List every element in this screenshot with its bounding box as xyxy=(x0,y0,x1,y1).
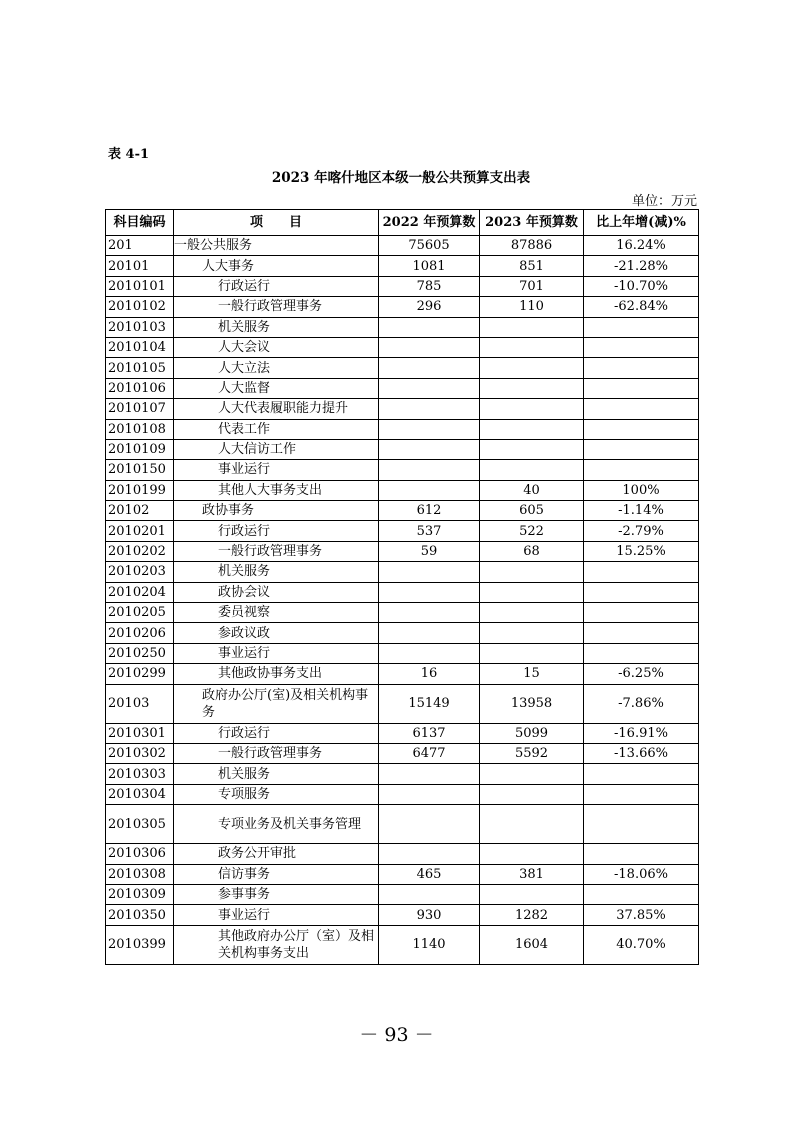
row-budget-2022: 537 xyxy=(379,521,480,541)
table-row xyxy=(106,884,699,904)
row-budget-2023: 605 xyxy=(480,501,584,521)
row-budget-2022: 59 xyxy=(379,541,480,561)
row-code: 2010101 xyxy=(106,276,174,296)
table-row xyxy=(106,743,699,763)
row-budget-2022 xyxy=(379,844,480,864)
table-row xyxy=(106,460,699,480)
row-budget-2023 xyxy=(480,378,584,398)
row-budget-2022: 1081 xyxy=(379,256,480,276)
row-item-name: 其他政协事务支出 xyxy=(174,664,379,684)
row-code: 20101 xyxy=(106,256,174,276)
row-change: -6.25% xyxy=(584,664,699,684)
row-item-name: 行政运行 xyxy=(174,723,379,743)
row-budget-2023: 1282 xyxy=(480,905,584,925)
row-budget-2023 xyxy=(480,460,584,480)
row-code: 2010301 xyxy=(106,723,174,743)
row-budget-2022 xyxy=(379,562,480,582)
header-budget-2022: 2022 年预算数 xyxy=(379,210,480,236)
row-code: 2010204 xyxy=(106,582,174,602)
row-change xyxy=(584,764,699,784)
row-change xyxy=(584,805,699,844)
table-row xyxy=(106,805,699,844)
row-item-name: 人大代表履职能力提升 xyxy=(174,399,379,419)
table-row xyxy=(106,905,699,925)
row-budget-2023 xyxy=(480,582,584,602)
table-row xyxy=(106,521,699,541)
row-budget-2022: 6137 xyxy=(379,723,480,743)
table-row xyxy=(106,623,699,643)
row-budget-2022 xyxy=(379,603,480,623)
row-budget-2022 xyxy=(379,582,480,602)
row-budget-2022 xyxy=(379,480,480,500)
row-item-name: 行政运行 xyxy=(174,276,379,296)
row-item-name: 参政议政 xyxy=(174,623,379,643)
document-title: 2023 年喀什地区本级一般公共预算支出表 xyxy=(271,170,531,186)
row-budget-2022: 785 xyxy=(379,276,480,296)
row-item-name: 政协会议 xyxy=(174,582,379,602)
row-budget-2022 xyxy=(379,805,480,844)
table-row xyxy=(106,603,699,623)
row-item-name: 政府办公厅(室)及相关机构事务 xyxy=(174,684,379,723)
row-code: 201 xyxy=(106,236,174,256)
row-budget-2023 xyxy=(480,439,584,459)
row-budget-2023 xyxy=(480,805,584,844)
row-budget-2023: 87886 xyxy=(480,236,584,256)
table-row xyxy=(106,582,699,602)
table-row xyxy=(106,844,699,864)
row-code: 2010309 xyxy=(106,884,174,904)
table-row xyxy=(106,541,699,561)
row-budget-2022 xyxy=(379,399,480,419)
row-item-name: 人大信访工作 xyxy=(174,439,379,459)
row-budget-2023 xyxy=(480,643,584,663)
row-budget-2023: 5099 xyxy=(480,723,584,743)
row-budget-2022 xyxy=(379,764,480,784)
row-code: 2010302 xyxy=(106,743,174,763)
table-row xyxy=(106,684,699,723)
row-change xyxy=(584,337,699,357)
row-change xyxy=(584,419,699,439)
row-change: 15.25% xyxy=(584,541,699,561)
row-item-name: 事业运行 xyxy=(174,460,379,480)
header-item: 项 目 xyxy=(174,210,379,236)
table-row xyxy=(106,439,699,459)
row-budget-2023: 40 xyxy=(480,480,584,500)
row-budget-2022 xyxy=(379,378,480,398)
row-item-name: 一般行政管理事务 xyxy=(174,297,379,317)
row-budget-2023: 522 xyxy=(480,521,584,541)
row-change: 40.70% xyxy=(584,925,699,964)
row-code: 20102 xyxy=(106,501,174,521)
header-change: 比上年增(减)% xyxy=(584,210,699,236)
row-code: 2010199 xyxy=(106,480,174,500)
row-code: 2010106 xyxy=(106,378,174,398)
row-code: 2010299 xyxy=(106,664,174,684)
row-item-name: 其他人大事务支出 xyxy=(174,480,379,500)
row-budget-2022: 930 xyxy=(379,905,480,925)
row-budget-2022 xyxy=(379,623,480,643)
row-budget-2023 xyxy=(480,623,584,643)
row-budget-2023 xyxy=(480,844,584,864)
row-item-name: 委员视察 xyxy=(174,603,379,623)
row-budget-2022 xyxy=(379,337,480,357)
row-change: -2.79% xyxy=(584,521,699,541)
row-change xyxy=(584,378,699,398)
table-row xyxy=(106,864,699,884)
row-code: 2010107 xyxy=(106,399,174,419)
row-item-name: 机关服务 xyxy=(174,562,379,582)
row-item-name: 一般公共服务 xyxy=(174,236,379,256)
row-budget-2023: 68 xyxy=(480,541,584,561)
row-change: -21.28% xyxy=(584,256,699,276)
row-change xyxy=(584,460,699,480)
row-budget-2023: 701 xyxy=(480,276,584,296)
row-budget-2023 xyxy=(480,399,584,419)
budget-table xyxy=(105,209,699,965)
row-change xyxy=(584,582,699,602)
table-body xyxy=(106,236,699,965)
row-change xyxy=(584,562,699,582)
row-item-name: 政务公开审批 xyxy=(174,844,379,864)
row-change xyxy=(584,844,699,864)
table-row xyxy=(106,358,699,378)
row-budget-2023 xyxy=(480,358,584,378)
row-item-name: 参事事务 xyxy=(174,884,379,904)
row-change xyxy=(584,884,699,904)
row-budget-2022: 296 xyxy=(379,297,480,317)
row-budget-2023: 1604 xyxy=(480,925,584,964)
header-code: 科目编码 xyxy=(106,210,174,236)
row-budget-2023 xyxy=(480,419,584,439)
row-code: 2010104 xyxy=(106,337,174,357)
row-budget-2022 xyxy=(379,358,480,378)
row-change xyxy=(584,603,699,623)
row-item-name: 人大会议 xyxy=(174,337,379,357)
row-item-name: 事业运行 xyxy=(174,905,379,925)
row-item-name: 政协事务 xyxy=(174,501,379,521)
table-row xyxy=(106,337,699,357)
row-item-name: 专项服务 xyxy=(174,784,379,804)
row-code: 2010201 xyxy=(106,521,174,541)
table-row xyxy=(106,723,699,743)
row-budget-2023 xyxy=(480,884,584,904)
row-budget-2023: 851 xyxy=(480,256,584,276)
row-budget-2023 xyxy=(480,317,584,337)
row-budget-2023 xyxy=(480,784,584,804)
row-change: -10.70% xyxy=(584,276,699,296)
row-budget-2023: 5592 xyxy=(480,743,584,763)
row-code: 2010202 xyxy=(106,541,174,561)
row-code: 2010250 xyxy=(106,643,174,663)
table-row xyxy=(106,925,699,964)
row-budget-2023: 13958 xyxy=(480,684,584,723)
row-budget-2022: 75605 xyxy=(379,236,480,256)
row-budget-2023: 15 xyxy=(480,664,584,684)
row-code: 2010304 xyxy=(106,784,174,804)
table-row xyxy=(106,501,699,521)
row-code: 2010399 xyxy=(106,925,174,964)
row-change: -18.06% xyxy=(584,864,699,884)
table-row xyxy=(106,236,699,256)
unit-label: 单位：万元 xyxy=(631,194,697,209)
row-code: 2010303 xyxy=(106,764,174,784)
row-budget-2022 xyxy=(379,419,480,439)
row-budget-2022: 1140 xyxy=(379,925,480,964)
row-budget-2023 xyxy=(480,337,584,357)
row-item-name: 事业运行 xyxy=(174,643,379,663)
row-code: 2010150 xyxy=(106,460,174,480)
row-item-name: 一般行政管理事务 xyxy=(174,541,379,561)
row-change xyxy=(584,358,699,378)
row-item-name: 人大立法 xyxy=(174,358,379,378)
row-budget-2022: 16 xyxy=(379,664,480,684)
row-item-name: 机关服务 xyxy=(174,764,379,784)
table-row xyxy=(106,276,699,296)
row-item-name: 人大监督 xyxy=(174,378,379,398)
row-item-name: 人大事务 xyxy=(174,256,379,276)
page-number: － 93 － xyxy=(359,1024,434,1046)
row-item-name: 信访事务 xyxy=(174,864,379,884)
row-code: 2010305 xyxy=(106,805,174,844)
row-item-name: 一般行政管理事务 xyxy=(174,743,379,763)
row-budget-2022: 6477 xyxy=(379,743,480,763)
table-row xyxy=(106,419,699,439)
row-budget-2023 xyxy=(480,562,584,582)
row-change: 37.85% xyxy=(584,905,699,925)
row-budget-2022: 15149 xyxy=(379,684,480,723)
row-item-name: 其他政府办公厅（室）及相关机构事务支出 xyxy=(174,925,379,964)
table-row xyxy=(106,317,699,337)
row-budget-2022 xyxy=(379,317,480,337)
row-budget-2022 xyxy=(379,784,480,804)
row-code: 2010103 xyxy=(106,317,174,337)
row-item-name: 代表工作 xyxy=(174,419,379,439)
row-budget-2023 xyxy=(480,764,584,784)
row-change xyxy=(584,643,699,663)
row-change: 16.24% xyxy=(584,236,699,256)
row-code: 2010350 xyxy=(106,905,174,925)
row-change: -62.84% xyxy=(584,297,699,317)
row-change xyxy=(584,317,699,337)
table-row xyxy=(106,643,699,663)
row-code: 2010206 xyxy=(106,623,174,643)
table-row xyxy=(106,256,699,276)
table-row xyxy=(106,480,699,500)
row-code: 20103 xyxy=(106,684,174,723)
table-label: 表 4-1 xyxy=(108,147,150,162)
row-code: 2010105 xyxy=(106,358,174,378)
row-change: -1.14% xyxy=(584,501,699,521)
row-budget-2022: 465 xyxy=(379,864,480,884)
row-change xyxy=(584,399,699,419)
table-row xyxy=(106,378,699,398)
table-row xyxy=(106,297,699,317)
table-header-row xyxy=(106,210,699,236)
row-item-name: 专项业务及机关事务管理 xyxy=(174,805,379,844)
row-budget-2023: 381 xyxy=(480,864,584,884)
row-code: 2010203 xyxy=(106,562,174,582)
row-change xyxy=(584,439,699,459)
row-budget-2022 xyxy=(379,643,480,663)
header-budget-2023: 2023 年预算数 xyxy=(480,210,584,236)
row-code: 2010308 xyxy=(106,864,174,884)
row-code: 2010102 xyxy=(106,297,174,317)
row-budget-2022: 612 xyxy=(379,501,480,521)
table-row xyxy=(106,764,699,784)
row-change: 100% xyxy=(584,480,699,500)
table-row xyxy=(106,664,699,684)
row-budget-2022 xyxy=(379,884,480,904)
row-change xyxy=(584,784,699,804)
row-change: -16.91% xyxy=(584,723,699,743)
row-item-name: 机关服务 xyxy=(174,317,379,337)
row-change: -7.86% xyxy=(584,684,699,723)
row-code: 2010205 xyxy=(106,603,174,623)
row-change xyxy=(584,623,699,643)
row-change: -13.66% xyxy=(584,743,699,763)
row-budget-2022 xyxy=(379,439,480,459)
row-budget-2023: 110 xyxy=(480,297,584,317)
row-item-name: 行政运行 xyxy=(174,521,379,541)
row-code: 2010306 xyxy=(106,844,174,864)
table-row xyxy=(106,562,699,582)
row-budget-2023 xyxy=(480,603,584,623)
table-row xyxy=(106,784,699,804)
row-code: 2010109 xyxy=(106,439,174,459)
table-row xyxy=(106,399,699,419)
row-code: 2010108 xyxy=(106,419,174,439)
row-budget-2022 xyxy=(379,460,480,480)
